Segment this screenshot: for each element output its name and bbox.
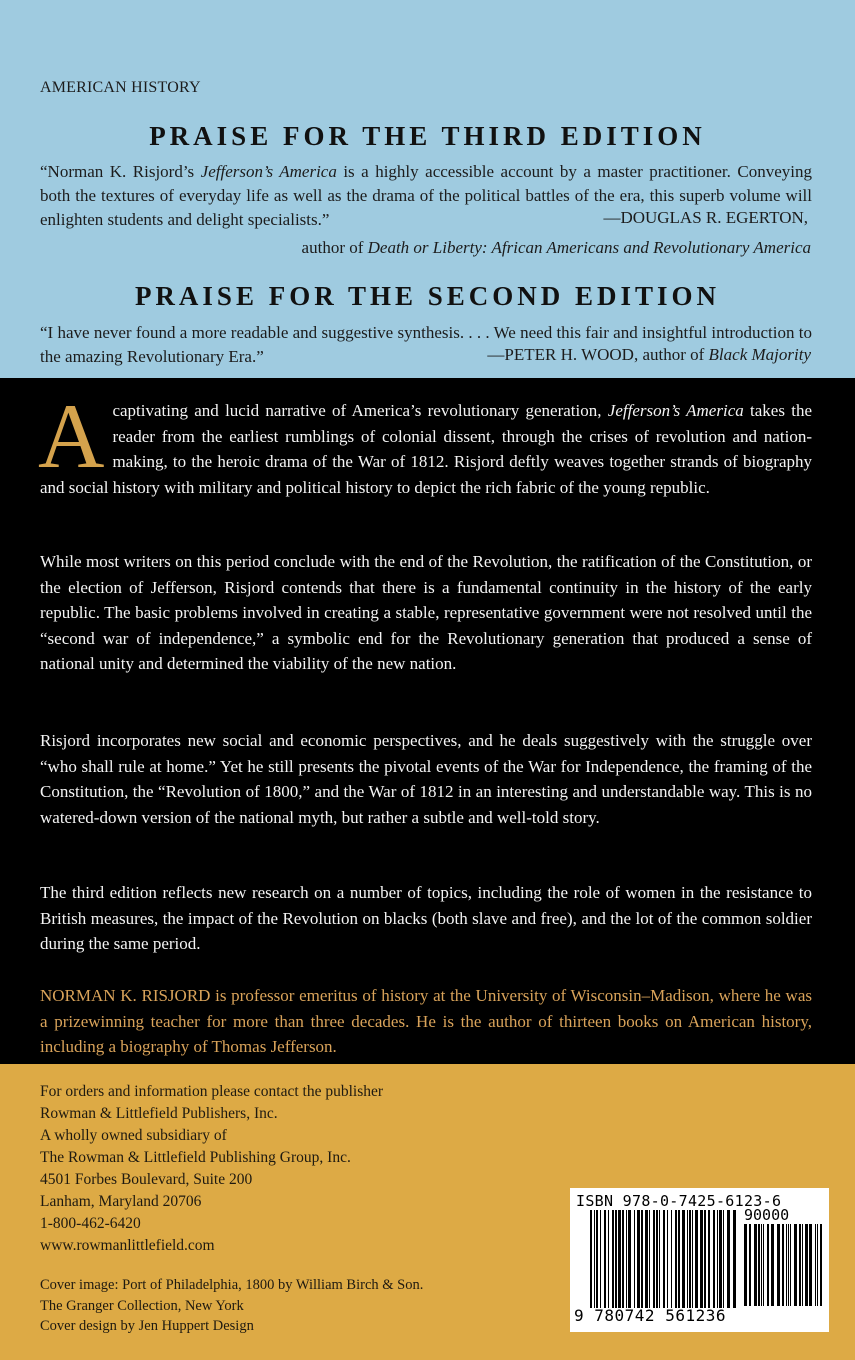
publisher-contact	[40, 1081, 383, 1257]
second-edition-heading: PRAISE FOR THE SECOND EDITION	[134, 281, 721, 311]
barcode-bars	[590, 1210, 738, 1308]
description-paragraph-3: Risjord incorporates new social and economic perspectives, and he deals suggestively with the struggle over “who shall rule at home.” Yet he still presents the pivotal events of the War for Independence, the framing of the Constitution, the “Revolution of 1800,” and the War of 1812 in an interesting and understandable way. This is no watered-down version of the national myth, but rather a subtle and well-told story.	[40, 731, 812, 827]
description-section	[0, 378, 855, 1064]
author-bio: NORMAN K. RISJORD is professor emeritus of history at the University of Wisconsin–Madison, where he was a prizewinning teacher for more than three decades. He is the author of thirteen books on American history, including a biography of Thomas Jefferson.	[40, 986, 812, 1057]
description-paragraph-4: The third edition reflects new research on a number of topics, including the role of women in the resistance to British measures, the impact of the Revolution on blacks (both slave and free), and the lot of the common soldier during the same period.	[40, 883, 812, 954]
phone-number: 1-800-462-6420	[40, 1215, 141, 1232]
contact-line: A wholly owned subsidiary of	[40, 1127, 227, 1144]
praise-section	[0, 0, 855, 378]
second-edition-attribution: —PETER H. WOOD, author of Black Majority	[487, 345, 811, 364]
credit-line: Cover design by Jen Huppert Design	[40, 1318, 254, 1334]
contact-line: For orders and information please contact the publisher	[40, 1083, 384, 1100]
third-edition-source: author of Death or Liberty: African Americans and Revolutionary America	[301, 238, 811, 257]
price-code: 90000	[744, 1206, 790, 1224]
third-edition-quote: “Norman K. Risjord’s Jefferson’s America is a highly accessible account by a master practitioner. Conveying both the textures of everyday life as well as the drama of the political battles of the era, this superb volume will enlighten students and delight specialists.”	[40, 162, 812, 229]
credit-line: Cover image: Port of Philadelphia, 1800 by William Birch & Son.	[40, 1277, 424, 1293]
isbn-barcode	[570, 1188, 829, 1332]
parent-company: The Rowman & Littlefield Publishing Group, Inc.	[40, 1149, 351, 1166]
category-label: AMERICAN HISTORY	[40, 79, 201, 96]
website-link[interactable]: www.rowmanlittlefield.com	[40, 1237, 215, 1254]
cover-credits	[40, 1275, 423, 1337]
address-street: 4501 Forbes Boulevard, Suite 200	[40, 1171, 253, 1188]
third-edition-heading: PRAISE FOR THE THIRD EDITION	[149, 121, 706, 151]
credit-line: The Granger Collection, New York	[40, 1297, 244, 1314]
description-paragraph-2: While most writers on this period conclude with the end of the Revolution, the ratification of the Constitution, or the election of Jefferson, Risjord contends that there is a fundamental continuity in the history of the early republic. The basic problems involved in creating a stable, representative government were not resolved until the “second war of independence,” a symbolic end for the Revolutionary generation that produced a sense of national unity and determined the viability of the new nation.	[40, 552, 812, 674]
address-city: Lanham, Maryland 20706	[40, 1193, 202, 1210]
isbn-label: ISBN 978-0-7425-6123-6	[576, 1192, 782, 1210]
description-paragraph-1: A captivating and lucid narrative of America’s revolutionary generation, Jefferson’s America takes the reader from the earliest rumblings of colonial dissent, through the crises of revolution and nation-making, to the heroic drama of the War of 1812. Risjord deftly weaves together strands of biography and social history with military and political history to depict the rich fabric of the young republic.	[38, 385, 812, 497]
publisher-name: Rowman & Littlefield Publishers, Inc.	[40, 1105, 278, 1122]
drop-cap: A	[38, 385, 105, 487]
third-edition-attribution: —DOUGLAS R. EGERTON,	[603, 208, 808, 227]
price-barcode-bars	[744, 1224, 822, 1306]
barcode-digits: 9 780742 561236	[574, 1306, 726, 1325]
second-edition-quote: “I have never found a more readable and suggestive synthesis. . . . We need this fair and insightful introduction to the amazing Revolutionary Era.”	[40, 323, 812, 366]
